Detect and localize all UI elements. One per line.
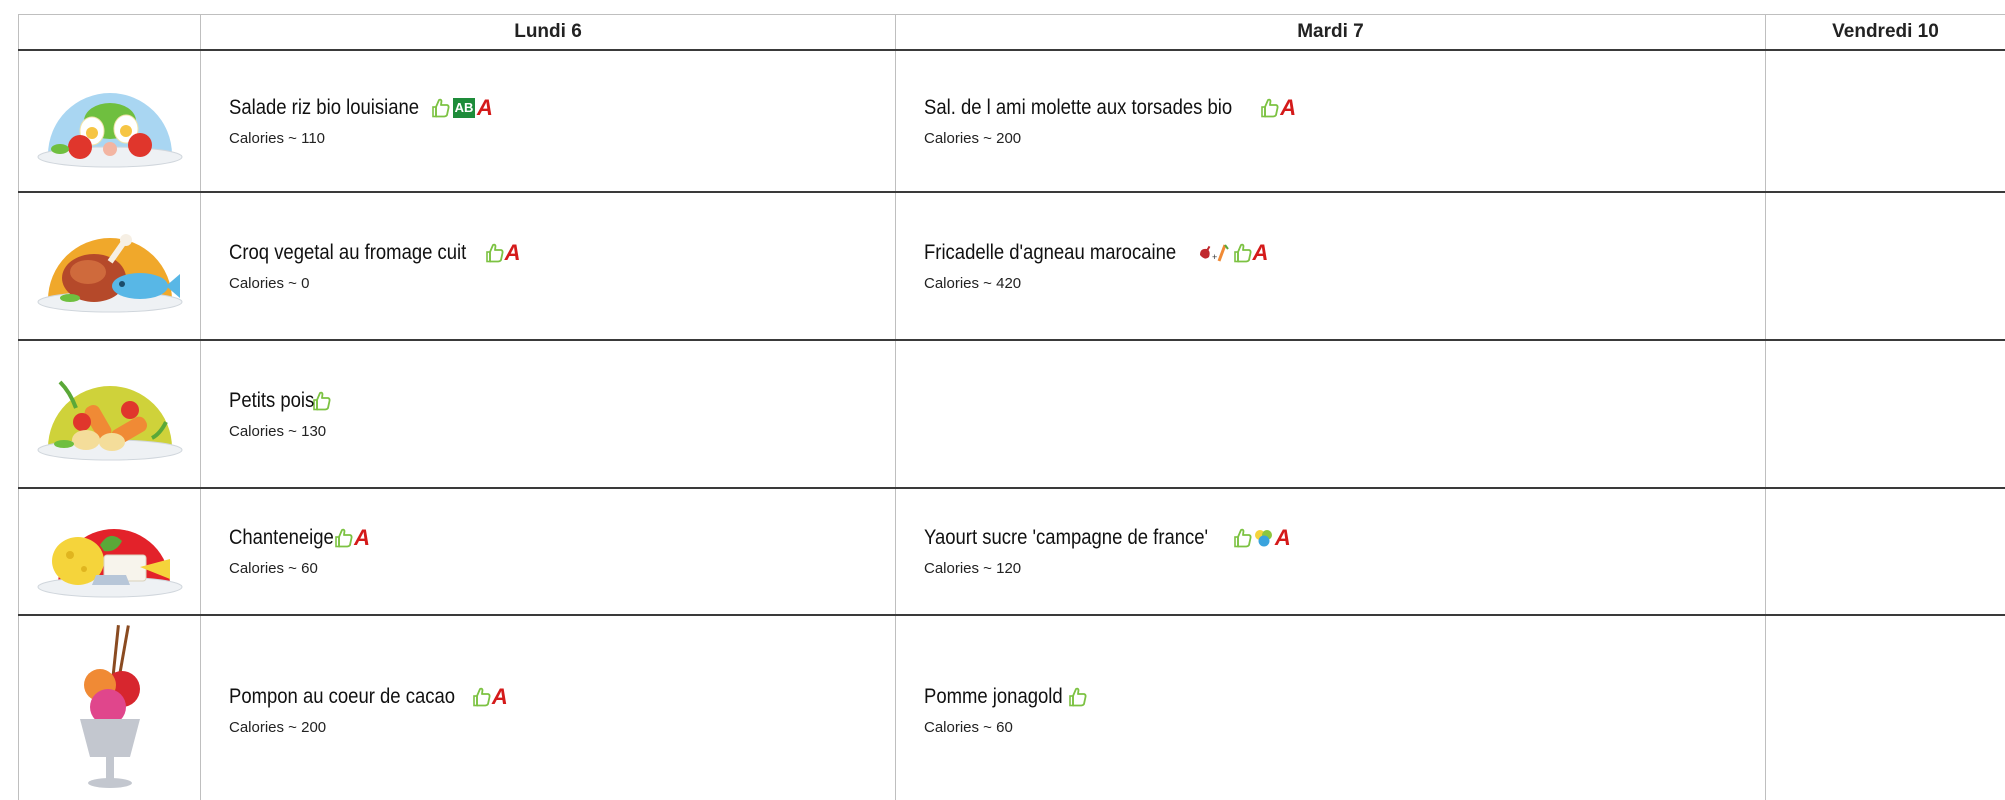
dish-image-cell xyxy=(19,340,201,488)
meat-veg-icon xyxy=(1197,243,1233,263)
menu-cell-tuesday xyxy=(896,615,1766,800)
menu-cell-tuesday xyxy=(896,50,1766,192)
dish-name: Yaourt sucre 'campagne de france' xyxy=(924,526,1209,549)
menu-row xyxy=(19,615,2005,800)
menu-row xyxy=(19,340,2005,488)
dish-calories: Calories ~ 200 xyxy=(229,719,327,736)
dish-name: Salade riz bio louisiane xyxy=(229,95,420,119)
thumbs-up-icon xyxy=(432,98,450,118)
dish-calories: Calories ~ 130 xyxy=(229,422,327,440)
label-a-icon: A xyxy=(1274,525,1291,550)
menu-cell-tuesday xyxy=(896,192,1766,340)
thumbs-up-icon xyxy=(1234,528,1252,548)
menu-cell-friday xyxy=(1766,615,2005,800)
menu-cell-friday xyxy=(1766,192,2005,340)
ice-cream-cup-icon xyxy=(30,623,190,793)
dish-line xyxy=(229,389,895,413)
dish-name: Croq vegetal au fromage cuit xyxy=(229,240,467,264)
dish-calories: Calories ~ 110 xyxy=(229,129,326,147)
header-image-column xyxy=(19,15,201,51)
dish-line xyxy=(924,241,1765,265)
menu-cell-friday xyxy=(1766,340,2005,488)
menu-cell-monday xyxy=(201,615,896,800)
dish-image-cell xyxy=(19,192,201,340)
thumbs-up-icon xyxy=(313,391,331,411)
label-a-icon: A xyxy=(491,684,508,709)
label-a-icon: A xyxy=(1280,94,1297,120)
dish-badges xyxy=(1197,239,1269,265)
meat-fish-plate-icon xyxy=(30,204,190,324)
menu-row xyxy=(19,50,2005,192)
menu-row xyxy=(19,192,2005,340)
dish-badges xyxy=(431,94,493,120)
cheese-plate-icon xyxy=(30,489,190,609)
dish-calories: Calories ~ 420 xyxy=(924,274,1022,292)
thumbs-up-icon xyxy=(473,687,491,707)
dish-badges xyxy=(1068,687,1088,707)
dish-line xyxy=(229,526,895,550)
dish-badges xyxy=(472,686,508,708)
thumbs-up-icon xyxy=(1234,243,1252,263)
header-monday: Lundi 6 xyxy=(201,15,896,51)
dish-badges xyxy=(312,391,332,411)
menu-cell-monday xyxy=(201,340,896,488)
menu-cell-monday xyxy=(201,50,896,192)
thumbs-up-icon xyxy=(486,243,504,263)
dish-line xyxy=(924,526,1765,550)
dish-badges xyxy=(1233,527,1291,549)
dish-line xyxy=(229,96,895,120)
ab-bio-icon: AB xyxy=(453,98,475,118)
dish-line xyxy=(229,241,895,265)
salad-plate-icon xyxy=(30,59,190,179)
dish-calories: Calories ~ 60 xyxy=(924,719,1013,736)
dish-name: Sal. de l ami molette aux torsades bio xyxy=(924,95,1233,119)
dish-name: Petits pois xyxy=(229,388,315,412)
dish-image-cell xyxy=(19,615,201,800)
dish-name: Chanteneige xyxy=(229,526,334,549)
header-row xyxy=(19,15,2005,51)
menu-cell-monday xyxy=(201,488,896,615)
thumbs-up-icon xyxy=(1069,687,1087,707)
label-a-icon: A xyxy=(476,94,493,120)
menu-table xyxy=(18,14,2005,800)
dish-image-cell xyxy=(19,50,201,192)
menu-cell-friday xyxy=(1766,488,2005,615)
dish-badges xyxy=(334,527,370,549)
dish-line xyxy=(229,685,895,709)
dish-line xyxy=(924,96,1765,120)
dish-badges xyxy=(485,239,521,265)
menu-cell-monday xyxy=(201,192,896,340)
menu-cell-tuesday xyxy=(896,340,1766,488)
header-friday: Vendredi 10 xyxy=(1766,15,2005,51)
label-a-icon: A xyxy=(354,525,370,550)
dish-name: Pomme jonagold xyxy=(924,685,1063,708)
menu-row xyxy=(19,488,2005,615)
dish-line xyxy=(924,685,1765,709)
dish-badges xyxy=(1260,94,1297,120)
dish-name: Pompon au coeur de cacao xyxy=(229,685,456,708)
label-a-icon: A xyxy=(504,239,521,265)
svg-text:+: + xyxy=(1211,251,1217,262)
dish-calories: Calories ~ 200 xyxy=(924,129,1022,147)
header-tuesday: Mardi 7 xyxy=(896,15,1766,51)
dish-calories: Calories ~ 120 xyxy=(924,560,1022,577)
vegetables-plate-icon xyxy=(30,352,190,472)
label-a-icon: A xyxy=(1252,239,1269,265)
thumbs-up-icon xyxy=(1261,98,1279,118)
thumbs-up-icon xyxy=(335,528,353,548)
dish-image-cell xyxy=(19,488,201,615)
dish-calories: Calories ~ 0 xyxy=(229,274,310,292)
dish-calories: Calories ~ 60 xyxy=(229,560,318,577)
france-dairy-icon xyxy=(1253,528,1275,548)
dish-name: Fricadelle d'agneau marocaine xyxy=(924,240,1177,264)
menu-cell-friday xyxy=(1766,50,2005,192)
menu-cell-tuesday xyxy=(896,488,1766,615)
